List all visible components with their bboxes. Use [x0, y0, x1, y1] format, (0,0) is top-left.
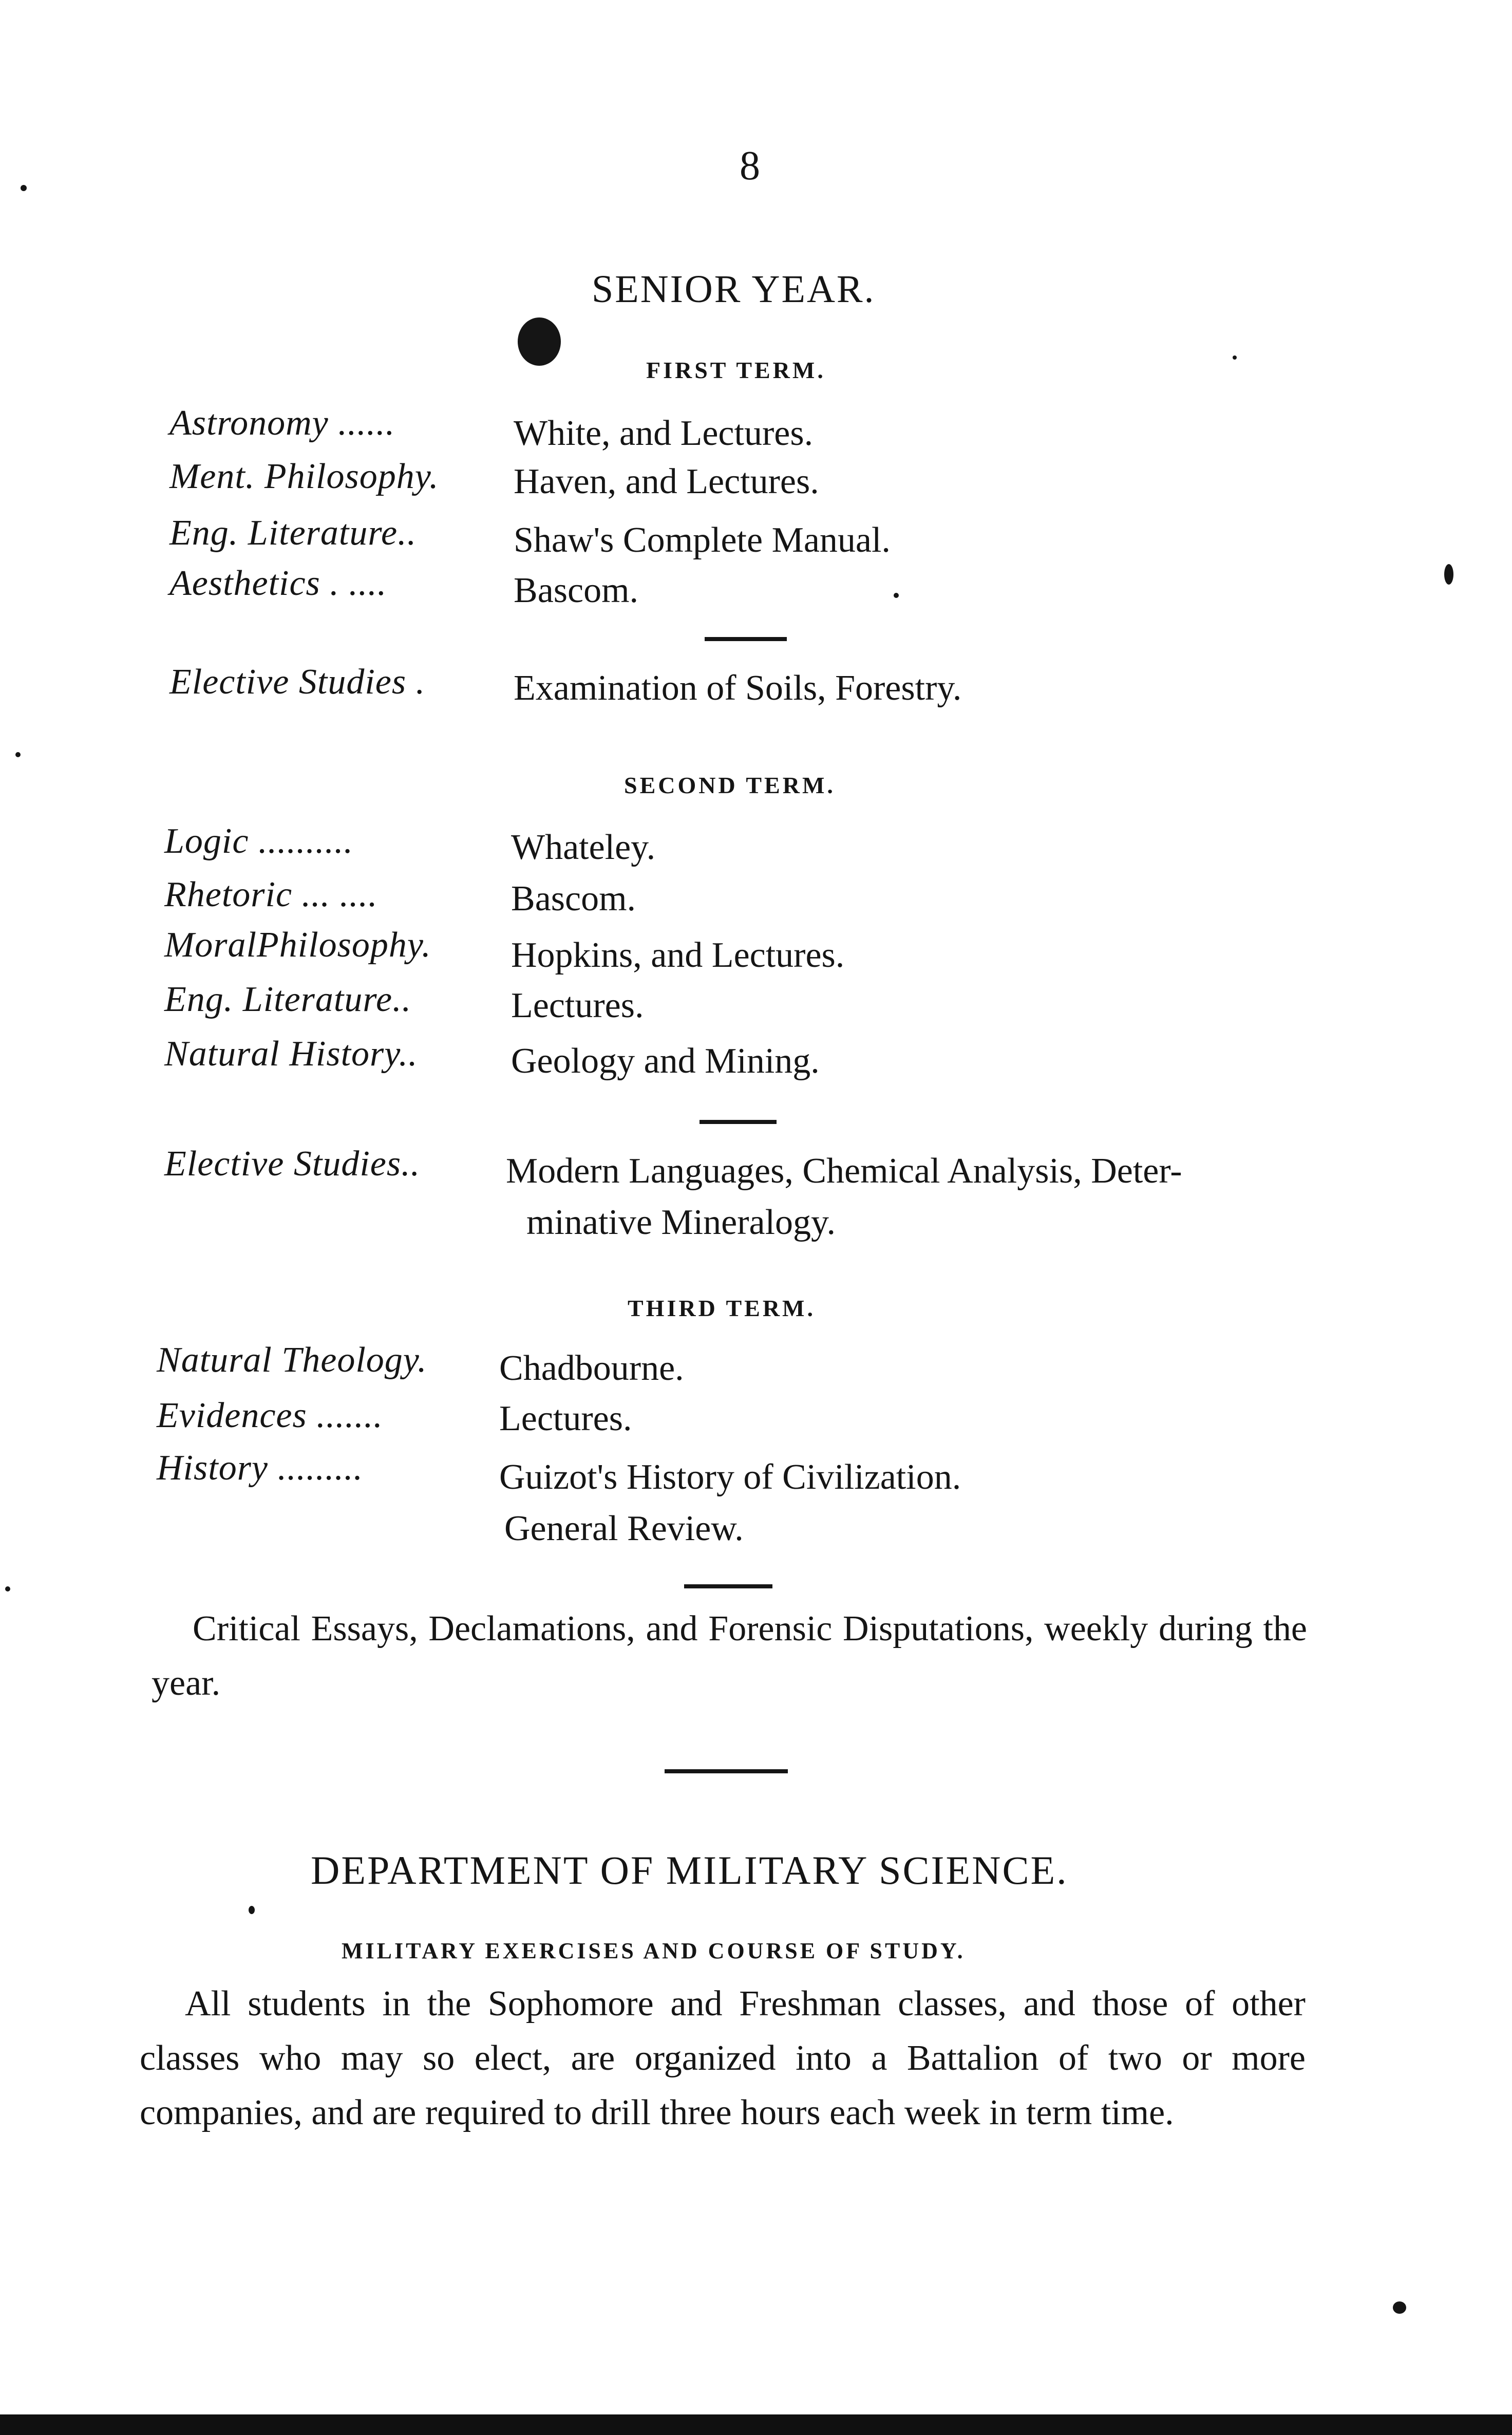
- elective-label-second-term: Elective Studies..: [164, 1144, 421, 1184]
- subject-logic: Logic ..........: [164, 821, 353, 861]
- scan-speck: [249, 1906, 255, 1914]
- section-title-senior-year: SENIOR YEAR.: [592, 268, 876, 311]
- subject-history: History .........: [157, 1448, 363, 1488]
- scan-bottom-edge: [0, 2414, 1512, 2435]
- scan-speck: [21, 185, 27, 191]
- section-title-military-science: DEPARTMENT OF MILITARY SCIENCE.: [311, 1848, 1068, 1893]
- course-text-logic: Whateley.: [511, 828, 656, 867]
- second-term-heading: SECOND TERM.: [624, 772, 836, 798]
- divider-rule: [705, 637, 787, 641]
- elective-text-first-term: Examination of Soils, Forestry.: [514, 668, 962, 708]
- elective-text-second-term-line-1: Modern Languages, Chemical Analysis, Deter-: [506, 1151, 1182, 1191]
- course-text-moral-philosophy: Hopkins, and Lectures.: [511, 935, 845, 975]
- first-term-heading: FIRST TERM.: [646, 357, 826, 383]
- elective-label-first-term: Elective Studies .: [169, 662, 426, 702]
- course-text-history: Guizot's History of Civilization.: [499, 1457, 961, 1497]
- scan-speck: [1444, 564, 1453, 585]
- subject-rhetoric: Rhetoric ... ....: [164, 875, 378, 914]
- subject-evidences: Evidences .......: [157, 1396, 383, 1435]
- course-text-english-literature-2: Lectures.: [511, 986, 644, 1025]
- course-text-rhetoric: Bascom.: [511, 879, 636, 919]
- course-text-evidences: Lectures.: [499, 1399, 632, 1438]
- elective-text-second-term-line-2: minative Mineralogy.: [526, 1203, 836, 1242]
- subject-natural-history: Natural History..: [164, 1034, 418, 1074]
- subject-english-literature-2: Eng. Literature..: [164, 980, 412, 1019]
- scan-speck: [1233, 355, 1237, 360]
- course-text-natural-theology: Chadbourne.: [499, 1348, 684, 1388]
- third-term-heading: THIRD TERM.: [628, 1295, 816, 1321]
- subject-english-literature-1: Eng. Literature..: [169, 513, 417, 553]
- military-paragraph: All students in the Sophomore and Freshman classes, and those of other classes who may so elect, are organized into a Battalion of two or more companies, and are required to drill three hours each week in term time.: [140, 1984, 1306, 2132]
- scan-speck: [15, 752, 21, 757]
- subject-aesthetics: Aesthetics . ....: [169, 564, 387, 603]
- divider-rule: [700, 1120, 777, 1124]
- scan-speck: [1393, 2301, 1406, 2314]
- ink-blot: [518, 317, 561, 366]
- military-subtitle: MILITARY EXERCISES AND COURSE OF STUDY.: [342, 1938, 966, 1963]
- course-text-natural-history: Geology and Mining.: [511, 1041, 820, 1081]
- course-text-astronomy: White, and Lectures.: [514, 414, 814, 453]
- scan-speck: [5, 1586, 10, 1591]
- page-number: 8: [740, 143, 760, 189]
- subject-mental-philosophy: Ment. Philosophy.: [169, 457, 439, 496]
- course-text-general-review: General Review.: [504, 1509, 744, 1548]
- essays-note: Critical Essays, Declamations, and Forensic Disputations, weekly during the year.: [152, 1609, 1307, 1703]
- subject-astronomy: Astronomy ......: [169, 403, 395, 443]
- course-text-aesthetics: Bascom.: [514, 571, 639, 610]
- subject-moral-philosophy: MoralPhilosophy.: [164, 925, 431, 965]
- course-text-mental-philosophy: Haven, and Lectures.: [514, 462, 819, 501]
- scan-speck: [894, 593, 899, 598]
- divider-rule: [684, 1584, 772, 1588]
- subject-natural-theology: Natural Theology.: [157, 1340, 427, 1380]
- course-text-english-literature-1: Shaw's Complete Manual.: [514, 520, 891, 560]
- section-divider: [665, 1769, 788, 1773]
